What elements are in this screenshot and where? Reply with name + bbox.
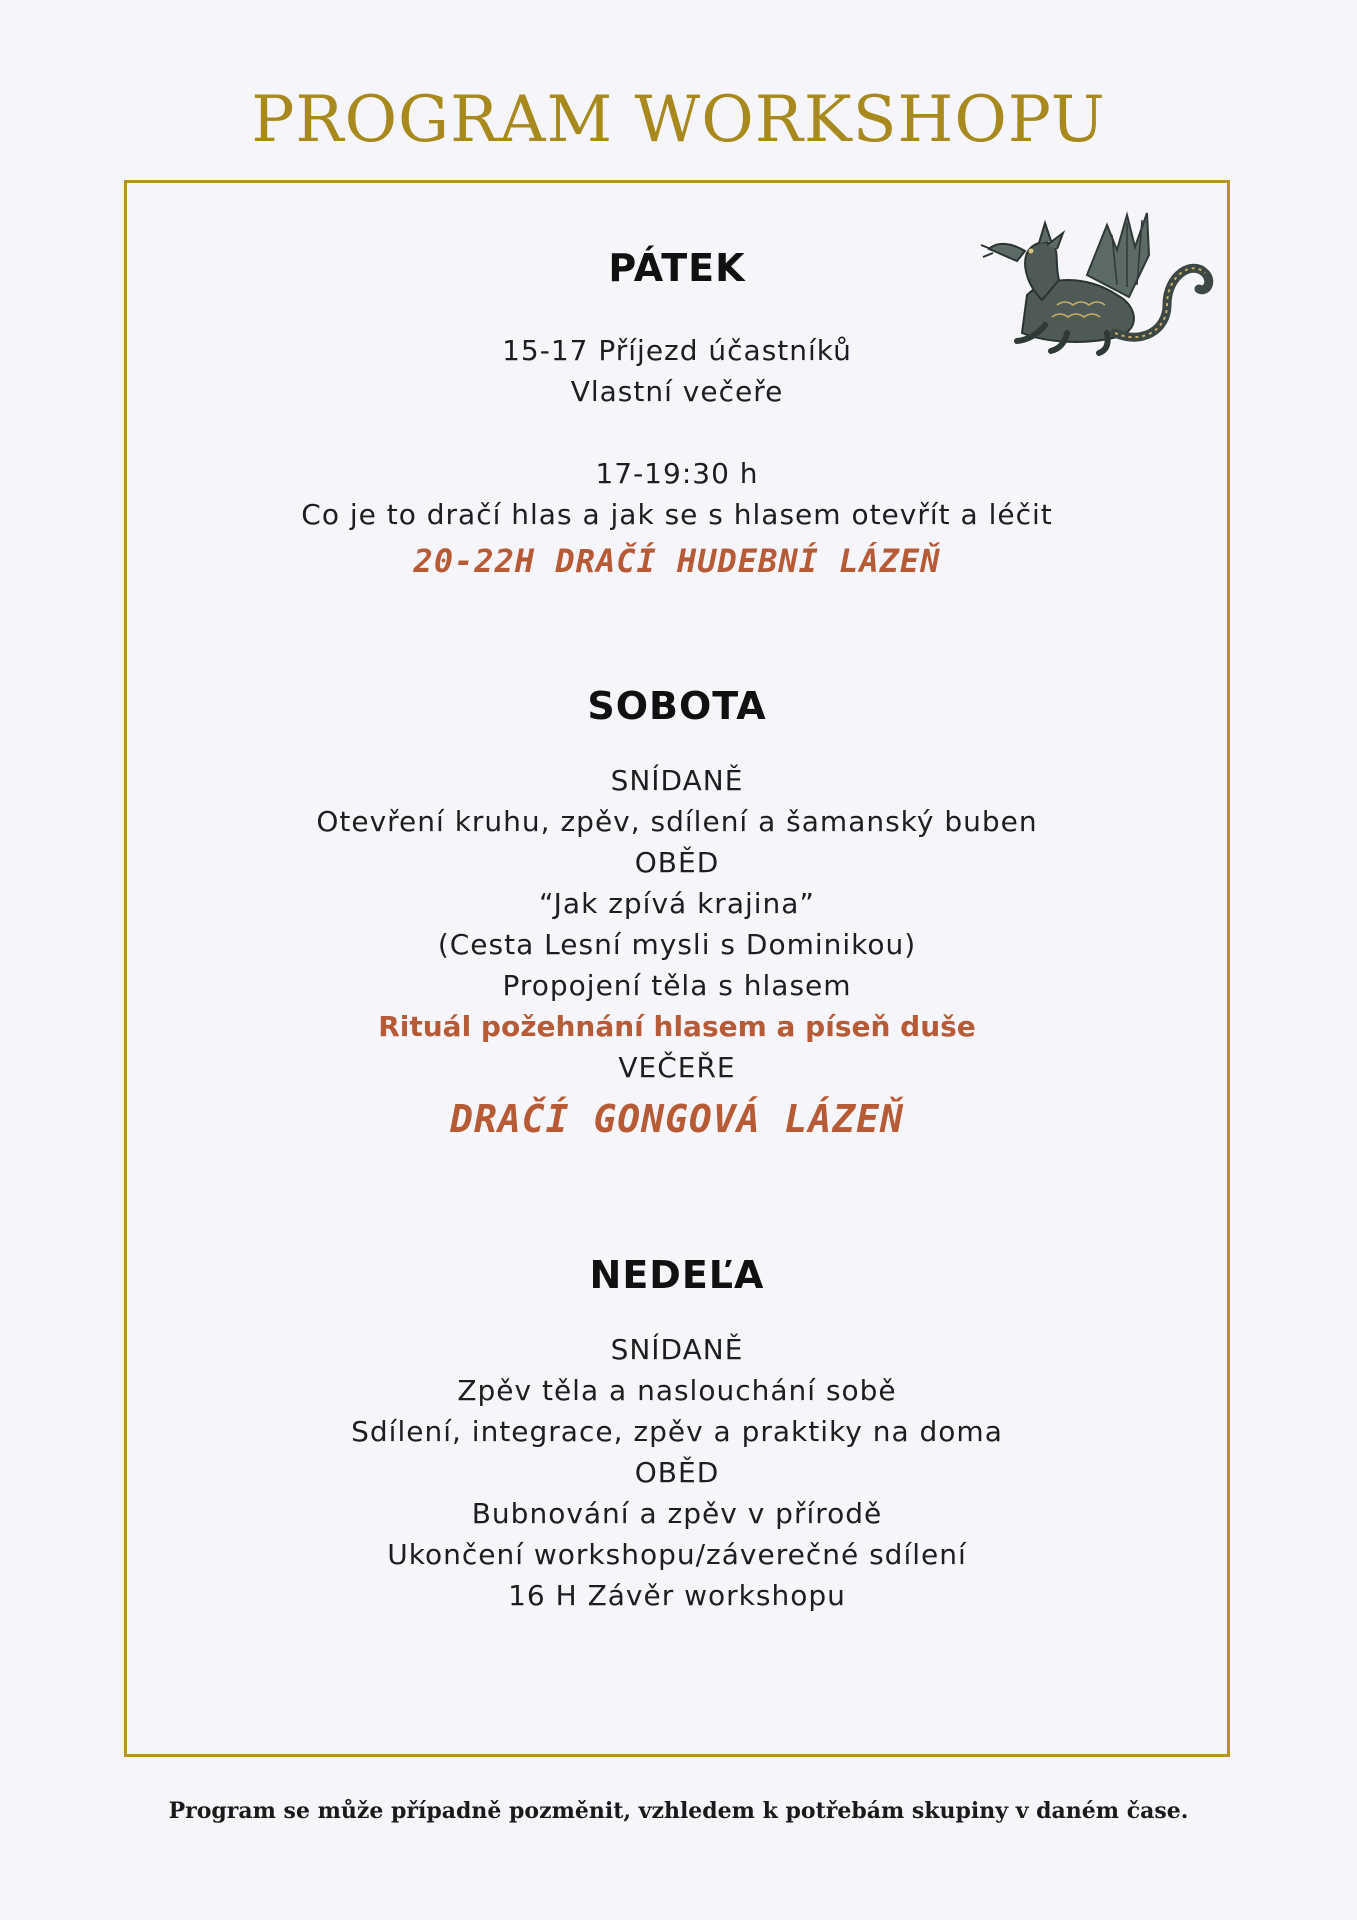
saturday-highlight: DRAČÍ GONGOVÁ LÁZEŇ xyxy=(450,1097,904,1141)
friday-dinner: Vlastní večeře xyxy=(570,375,784,408)
sunday-item: SNÍDANĚ xyxy=(610,1333,744,1366)
page-title: PROGRAM WORKSHOPU xyxy=(251,83,1106,157)
saturday-item: SNÍDANĚ xyxy=(610,764,744,797)
sunday-item: OBĚD xyxy=(634,1456,720,1489)
day-heading-saturday: SOBOTA xyxy=(587,684,767,728)
sunday-item: 16 H Závěr workshopu xyxy=(508,1579,846,1612)
day-heading-sunday: NEDEĽA xyxy=(589,1253,765,1297)
friday-time: 17-19:30 h xyxy=(595,457,759,490)
sunday-item: Sdílení, integrace, zpěv a praktiky na doma xyxy=(351,1415,1003,1448)
saturday-item: (Cesta Lesní mysli s Dominikou) xyxy=(437,928,917,961)
saturday-item: “Jak zpívá krajina” xyxy=(539,887,815,920)
saturday-item: Propojení těla s hlasem xyxy=(502,969,852,1002)
sunday-section xyxy=(124,1251,1230,1616)
friday-arrival: 15-17 Příjezd účastníků xyxy=(502,334,852,367)
saturday-ritual: Rituál požehnání hlasem a píseň duše xyxy=(378,1010,976,1043)
sunday-item: Ukončení workshopu/záverečné sdílení xyxy=(387,1538,967,1571)
friday-section xyxy=(124,244,1230,587)
saturday-dinner: VEČEŘE xyxy=(618,1051,736,1084)
friday-session: Co je to dračí hlas a jak se s hlasem otevřít a léčit xyxy=(301,498,1053,531)
day-heading-friday: PÁTEK xyxy=(608,246,746,290)
footer-note: Program se může případně pozměnit, vzhledem k potřebám skupiny v daném čase. xyxy=(168,1798,1189,1824)
saturday-item: OBĚD xyxy=(634,846,720,879)
sunday-item: Zpěv těla a naslouchání sobě xyxy=(457,1374,897,1407)
friday-highlight: 20-22H DRAČÍ HUDEBNÍ LÁZEŇ xyxy=(413,542,941,580)
saturday-section xyxy=(124,682,1230,1150)
saturday-item: Otevření kruhu, zpěv, sdílení a šamanský buben xyxy=(316,805,1038,838)
sunday-item: Bubnování a zpěv v přírodě xyxy=(471,1497,883,1530)
